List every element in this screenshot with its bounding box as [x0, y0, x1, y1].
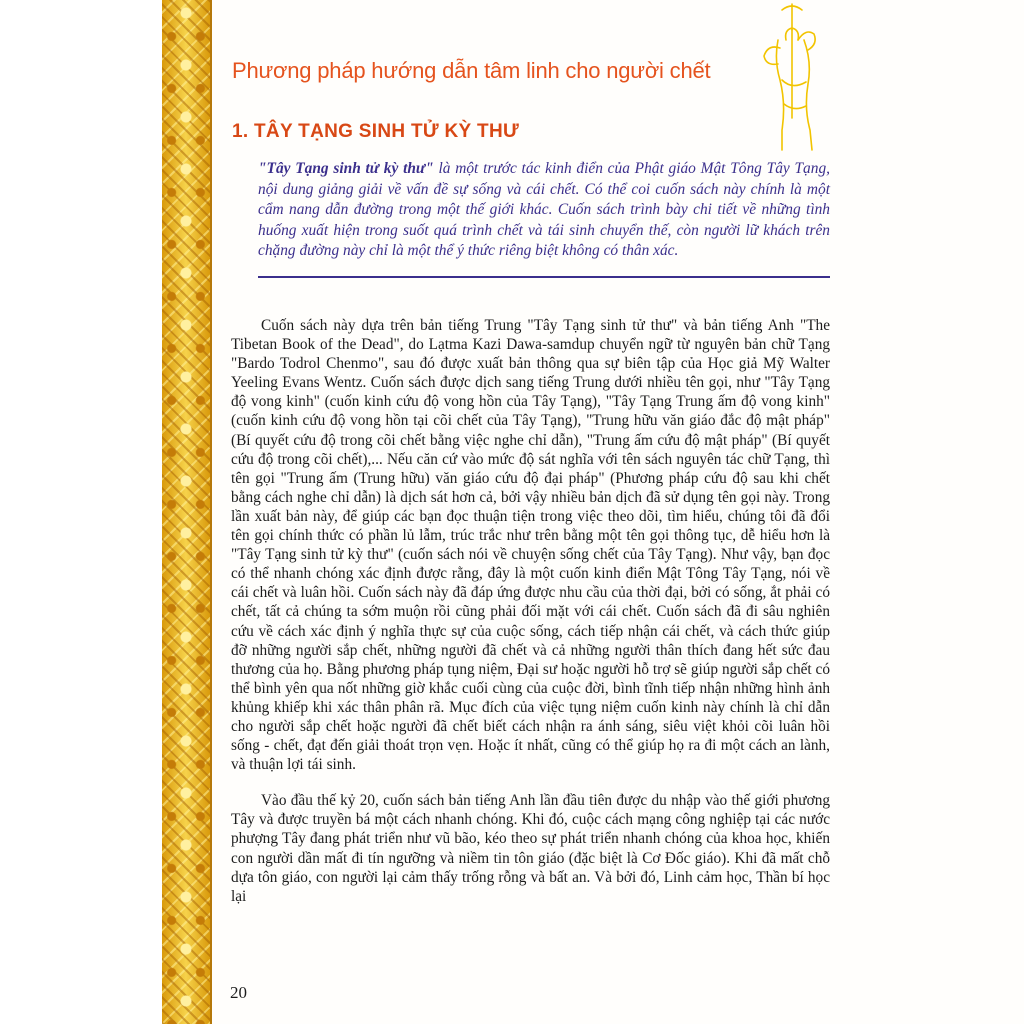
hand-illustration [752, 0, 834, 152]
intro-paragraph [258, 159, 830, 262]
body-paragraph-1: Cuốn sách này dựa trên bản tiếng Trung "Tây Tạng sinh tử thư" và bản tiếng Anh "The Tibetan Book of the Dead", do Lạtma Kazi Dawa-samdup chuyển ngữ từ nguyên bản chữ Tạng "Bardo Todrol Chenmo", sau đó được xuất bản thông qua sự biên tập của Học giả Mỹ Walter Yeeling Evans Wentz. Cuốn sách được dịch sang tiếng Trung dưới nhiều tên gọi, như "Tây Tạng độ vong kinh" (cuốn kinh cứu độ vong hồn của Tây Tạng), "Tây Tạng Trung ấm độ vong kinh" (cuốn kinh cứu độ vong hồn tại cõi chết của Tây Tạng), "Trung hữu văn giáo đắc độ mật pháp" (Bí quyết cứu độ trong cõi chết bằng việc nghe chỉ dẫn), "Trung ấm cứu độ mật pháp" (Bí quyết cứu độ trong cõi chết),... Nếu căn cứ vào mức độ sát nghĩa với tên sách nguyên tác chữ Tạng, thì tên gọi "Trung ấm (Trung hữu) văn giáo cứu độ đại pháp" (Phương pháp cứu độ sau khi chết bằng cách nghe chỉ dẫn) là dịch sát hơn cả, bởi vậy nhiều bản dịch đã sử dụng tên gọi này. Trong lần xuất bản này, để giúp các bạn đọc thuận tiện trong việc theo dõi, tìm hiểu, chúng tôi đã đổi tên gọi chính thức có phần lủ lẫm, trúc trắc như trên bằng một tên gọi thông tục, dễ hiểu hơn là "Tây Tạng sinh tử kỳ thư" (cuốn sách nói về chuyện sống chết của Tây Tạng). Như vậy, bạn đọc có thể nhanh chóng xác định được rằng, đây là một cuốn kinh điển Mật Tông Tây Tạng, nói về cái chết và luân hồi. Cuốn sách này đã đáp ứng được nhu cầu của thời đại, bởi có sống, ắt phải có chết, tất cả chúng ta sớm muộn rồi cũng phải đối mặt với cái chết. Cuốn sách đã đi sâu nghiên cứu về cách xác định ý nghĩa thực sự của cuộc sống, cách tiếp nhận cái chết, và cách thức giúp đỡ những người sắp chết, những người đã chết và cả những người thân thích đang hết sức đau thương của họ. Bằng phương pháp tụng niệm, Đại sư hoặc người hỗ trợ sẽ giúp người sắp chết có thể bình yên qua nốt những giờ khắc cuối cùng của cuộc đời, bình tĩnh tiếp nhận những hình ảnh khủng khiếp khi xác thân phân rã. Mục đích của việc tụng niệm cuốn kinh này chính là chỉ dẫn cho người sắp chết hoặc người đã chết biết cách nhận ra ánh sáng, siêu việt khỏi cõi luân hồi sống - chết, đạt đến giải thoát trọn vẹn. Hoặc ít nhất, cũng có thể giúp họ ra đi một cách an lành, và thuận lợi tái sinh. [231, 317, 830, 774]
ornamental-border [162, 0, 212, 1024]
body-paragraph-2: Vào đầu thế kỷ 20, cuốn sách bản tiếng Anh lần đầu tiên được du nhập vào thế giới phương Tây và được truyền bá một cách nhanh chóng. Khi đó, cuộc cách mạng công nghiệp tại các nước phượng Tây đang phát triển như vũ bão, kéo theo sự phát triển nhanh chóng của khoa học, khiến con người dần mất đi tín ngưỡng và niềm tin tôn giáo (đặc biệt là Cơ Đốc giáo). Khi đã mất chỗ dựa tôn giáo, con người lại cảm thấy trống rỗng và bất an. Và bởi đó, Linh cảm học, Thần bí học lại [231, 792, 830, 905]
intro-book-title: "Tây Tạng sinh tử kỳ thư" [258, 160, 434, 177]
intro-divider [258, 276, 830, 278]
intro-text: là một trước tác kinh điển của Phật giáo Mật Tông Tây Tạng, nội dung giảng giải về vấn đề sự sống và cái chết. Có thể coi cuốn sách này chính là một cẩm nang dẫn đường trong một thế giới khác. Cuốn sách trình bày chi tiết về những tình huống xuất hiện trong suốt quá trình chết và tái sinh chuyển thế, còn người lữ khách trên chặng đường này chỉ là một thể ý thức riêng biệt không có thân xác. [258, 160, 830, 260]
body-text [231, 316, 830, 906]
page-number: 20 [230, 983, 247, 1002]
section-heading: 1. TÂY TẠNG SINH TỬ KỲ THƯ [232, 121, 520, 142]
chapter-title: Phương pháp hướng dẫn tâm linh cho người chết [232, 58, 711, 83]
